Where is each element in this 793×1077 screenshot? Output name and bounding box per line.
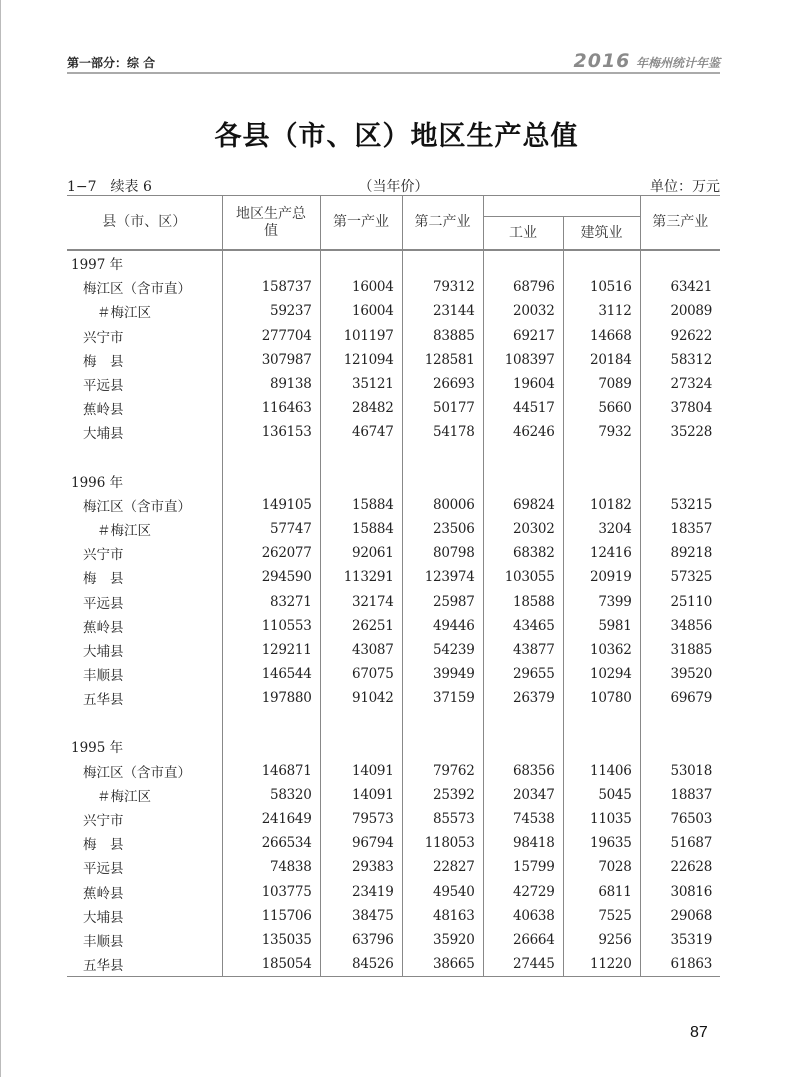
region-name: ＃梅江区 [97, 305, 151, 322]
gdp-value: 146871 [222, 759, 320, 783]
column-header-region: 县（市、区） [67, 196, 222, 251]
column-header-construction: 建筑业 [563, 217, 640, 251]
construction-value: 11035 [563, 807, 640, 831]
table-row [67, 928, 720, 952]
construction-value: 10780 [563, 686, 640, 710]
table-row [67, 517, 720, 541]
column-header-industry: 工业 [483, 217, 563, 251]
table-row [67, 855, 720, 879]
region-name: 丰顺县 [83, 668, 124, 685]
region-name: 梅 县 [83, 837, 124, 854]
construction-value: 20184 [563, 348, 640, 372]
gdp-value: 294590 [222, 565, 320, 589]
construction-value: 6811 [563, 880, 640, 904]
primary-value: 14091 [320, 759, 402, 783]
gdp-value: 262077 [222, 541, 320, 565]
primary-value: 121094 [320, 348, 402, 372]
tertiary-value: 63421 [640, 275, 720, 299]
industry-value: 69217 [483, 324, 563, 348]
construction-value: 7028 [563, 855, 640, 879]
primary-value: 67075 [320, 662, 402, 686]
unit-label: 单位：万元 [650, 179, 720, 195]
region-name: 大埔县 [83, 909, 124, 926]
secondary-value: 37159 [402, 686, 483, 710]
primary-value: 96794 [320, 831, 402, 855]
table-row [67, 299, 720, 323]
tertiary-value: 61863 [640, 952, 720, 977]
industry-value: 68356 [483, 759, 563, 783]
secondary-value: 123974 [402, 565, 483, 589]
region-name: 兴宁市 [83, 329, 124, 346]
empty-cell [222, 710, 320, 734]
table-row [67, 686, 720, 710]
primary-value: 91042 [320, 686, 402, 710]
primary-value: 46747 [320, 420, 402, 444]
tertiary-value: 29068 [640, 904, 720, 928]
primary-value: 32174 [320, 589, 402, 613]
table-row [67, 952, 720, 977]
running-header [67, 50, 720, 74]
empty-cell [483, 250, 563, 275]
page-title: 各县（市、区）地区生产总值 [214, 121, 579, 152]
industry-value: 27445 [483, 952, 563, 977]
secondary-value: 54239 [402, 638, 483, 662]
column-header-tertiary: 第三产业 [640, 196, 720, 251]
region-name: 梅 县 [83, 353, 124, 370]
price-basis: （当年价） [358, 179, 429, 195]
construction-value: 9256 [563, 928, 640, 952]
table-row [67, 589, 720, 613]
secondary-value: 49540 [402, 880, 483, 904]
empty-cell [67, 710, 222, 734]
empty-cell [640, 734, 720, 758]
column-header-secondary: 第二产业 [402, 196, 483, 251]
region-name: 梅江区（含市直） [83, 498, 191, 515]
empty-cell [483, 445, 563, 469]
region-name: 平远县 [83, 378, 124, 395]
empty-cell [320, 469, 402, 493]
year-row [67, 250, 720, 275]
gdp-value: 116463 [222, 396, 320, 420]
table-row [67, 324, 720, 348]
empty-cell [402, 469, 483, 493]
tertiary-value: 27324 [640, 372, 720, 396]
table-header [67, 196, 720, 251]
table-row [67, 420, 720, 444]
tertiary-value: 35319 [640, 928, 720, 952]
gdp-value: 307987 [222, 348, 320, 372]
construction-value: 10516 [563, 275, 640, 299]
tertiary-value: 25110 [640, 589, 720, 613]
industry-value: 26664 [483, 928, 563, 952]
primary-value: 79573 [320, 807, 402, 831]
empty-cell [640, 250, 720, 275]
industry-value: 20302 [483, 517, 563, 541]
secondary-value: 25392 [402, 783, 483, 807]
table-row [67, 880, 720, 904]
construction-value: 7399 [563, 589, 640, 613]
primary-value: 63796 [320, 928, 402, 952]
empty-cell [640, 710, 720, 734]
secondary-value: 48163 [402, 904, 483, 928]
empty-cell [402, 734, 483, 758]
table-row [67, 396, 720, 420]
region-name: 平远县 [83, 861, 124, 878]
gdp-value: 103775 [222, 880, 320, 904]
secondary-value: 85573 [402, 807, 483, 831]
construction-value: 11220 [563, 952, 640, 977]
construction-value: 10182 [563, 493, 640, 517]
secondary-value: 25987 [402, 589, 483, 613]
gdp-value: 266534 [222, 831, 320, 855]
industry-value: 29655 [483, 662, 563, 686]
tertiary-value: 57325 [640, 565, 720, 589]
table-row [67, 275, 720, 299]
table-row [67, 831, 720, 855]
tertiary-value: 53018 [640, 759, 720, 783]
region-name: 梅江区（含市直） [83, 281, 191, 298]
secondary-value: 79762 [402, 759, 483, 783]
region-name: 五华县 [67, 952, 222, 977]
secondary-value: 23506 [402, 517, 483, 541]
gdp-value: 83271 [222, 589, 320, 613]
table-row [67, 541, 720, 565]
industry-value: 68382 [483, 541, 563, 565]
primary-value: 23419 [320, 880, 402, 904]
gdp-value: 129211 [222, 638, 320, 662]
gdp-value: 277704 [222, 324, 320, 348]
tertiary-value: 53215 [640, 493, 720, 517]
secondary-value: 128581 [402, 348, 483, 372]
tertiary-value: 92622 [640, 324, 720, 348]
primary-value: 38475 [320, 904, 402, 928]
empty-cell [402, 710, 483, 734]
construction-value: 10362 [563, 638, 640, 662]
year-row [67, 734, 720, 758]
section-spacer [67, 445, 720, 469]
table-row [67, 565, 720, 589]
table-row [67, 372, 720, 396]
tertiary-value: 35228 [640, 420, 720, 444]
gdp-value: 149105 [222, 493, 320, 517]
construction-value: 7525 [563, 904, 640, 928]
region-name: 兴宁市 [83, 547, 124, 564]
tertiary-value: 18837 [640, 783, 720, 807]
construction-value: 19635 [563, 831, 640, 855]
secondary-value: 80006 [402, 493, 483, 517]
empty-cell [222, 445, 320, 469]
industry-value: 69824 [483, 493, 563, 517]
tertiary-value: 22628 [640, 855, 720, 879]
section-spacer [67, 710, 720, 734]
gdp-value: 197880 [222, 686, 320, 710]
region-name: 大埔县 [83, 426, 124, 443]
yearbook-name: 年梅州统计年鉴 [635, 56, 720, 70]
industry-value: 43465 [483, 614, 563, 638]
tertiary-value: 30816 [640, 880, 720, 904]
table-row [67, 614, 720, 638]
primary-value: 113291 [320, 565, 402, 589]
construction-value: 7932 [563, 420, 640, 444]
region-name: 五华县 [83, 692, 124, 709]
empty-cell [67, 445, 222, 469]
tertiary-value: 58312 [640, 348, 720, 372]
column-header-gdp [222, 196, 320, 251]
gdp-value: 59237 [222, 299, 320, 323]
primary-value: 101197 [320, 324, 402, 348]
construction-value: 3112 [563, 299, 640, 323]
empty-cell [222, 469, 320, 493]
region-name: 平远县 [83, 595, 124, 612]
tertiary-value: 51687 [640, 831, 720, 855]
empty-cell [320, 710, 402, 734]
tertiary-value: 31885 [640, 638, 720, 662]
empty-cell [483, 710, 563, 734]
primary-value: 29383 [320, 855, 402, 879]
empty-cell [563, 445, 640, 469]
year-row [67, 469, 720, 493]
industry-value: 20032 [483, 299, 563, 323]
secondary-value: 54178 [402, 420, 483, 444]
secondary-value: 38665 [402, 952, 483, 977]
tertiary-value: 37804 [640, 396, 720, 420]
industry-value: 20347 [483, 783, 563, 807]
construction-value: 5045 [563, 783, 640, 807]
region-name: 梅江区（含市直） [83, 764, 191, 781]
industry-value: 15799 [483, 855, 563, 879]
table-row [67, 662, 720, 686]
empty-cell [640, 469, 720, 493]
table-row [67, 493, 720, 517]
industry-value: 74538 [483, 807, 563, 831]
empty-cell [320, 445, 402, 469]
table-row [67, 638, 720, 662]
secondary-value: 80798 [402, 541, 483, 565]
yearbook-title [574, 50, 720, 72]
secondary-value: 35920 [402, 928, 483, 952]
region-name: 梅 县 [83, 571, 124, 588]
gdp-value: 146544 [222, 662, 320, 686]
industry-value: 44517 [483, 396, 563, 420]
gdp-value: 136153 [222, 420, 320, 444]
region-name: 蕉岭县 [83, 619, 124, 636]
secondary-value: 22827 [402, 855, 483, 879]
gdp-value: 115706 [222, 904, 320, 928]
table-caption [67, 176, 720, 194]
primary-value: 43087 [320, 638, 402, 662]
column-header-gdp-label: 地区生产总值 [236, 205, 306, 239]
secondary-value: 26693 [402, 372, 483, 396]
construction-value: 20919 [563, 565, 640, 589]
region-name: 大埔县 [83, 643, 124, 660]
gdp-value: 110553 [222, 614, 320, 638]
empty-cell [563, 469, 640, 493]
secondary-value: 83885 [402, 324, 483, 348]
industry-value: 98418 [483, 831, 563, 855]
industry-value: 108397 [483, 348, 563, 372]
construction-value: 14668 [563, 324, 640, 348]
tertiary-value: 18357 [640, 517, 720, 541]
yearbook-year: 2016 [573, 50, 631, 72]
industry-value: 46246 [483, 420, 563, 444]
gdp-value: 135035 [222, 928, 320, 952]
gdp-value: 57747 [222, 517, 320, 541]
page-number: 87 [690, 1024, 708, 1041]
industry-value: 18588 [483, 589, 563, 613]
construction-value: 12416 [563, 541, 640, 565]
table-row [67, 783, 720, 807]
gdp-value: 58320 [222, 783, 320, 807]
gdp-value: 185054 [222, 952, 320, 977]
empty-cell [563, 250, 640, 275]
page-edge [0, 0, 1, 1077]
tertiary-value: 20089 [640, 299, 720, 323]
region-name: 丰顺县 [83, 933, 124, 950]
industry-value: 103055 [483, 565, 563, 589]
gdp-table [67, 195, 720, 977]
primary-value: 28482 [320, 396, 402, 420]
empty-cell [222, 734, 320, 758]
primary-value: 26251 [320, 614, 402, 638]
empty-cell [320, 250, 402, 275]
empty-cell [483, 734, 563, 758]
tertiary-value: 89218 [640, 541, 720, 565]
empty-cell [640, 445, 720, 469]
section-label: 第一部分：综 合 [67, 56, 156, 70]
tertiary-value: 76503 [640, 807, 720, 831]
table-body [67, 250, 720, 977]
empty-cell [320, 734, 402, 758]
table-row [67, 904, 720, 928]
industry-value: 26379 [483, 686, 563, 710]
tertiary-value: 69679 [640, 686, 720, 710]
industry-value: 43877 [483, 638, 563, 662]
primary-value: 14091 [320, 783, 402, 807]
gdp-value: 89138 [222, 372, 320, 396]
industry-value: 68796 [483, 275, 563, 299]
secondary-value: 118053 [402, 831, 483, 855]
table-row [67, 759, 720, 783]
primary-value: 16004 [320, 299, 402, 323]
empty-cell [483, 469, 563, 493]
region-name: ＃梅江区 [97, 522, 151, 539]
primary-value: 35121 [320, 372, 402, 396]
empty-cell [563, 734, 640, 758]
industry-value: 42729 [483, 880, 563, 904]
construction-value: 3204 [563, 517, 640, 541]
tertiary-value: 34856 [640, 614, 720, 638]
region-name: 兴宁市 [83, 813, 124, 830]
region-name: 蕉岭县 [83, 885, 124, 902]
table-row [67, 348, 720, 372]
year-label: 1997 年 [71, 257, 124, 274]
empty-cell [402, 250, 483, 275]
empty-cell [563, 710, 640, 734]
construction-value: 11406 [563, 759, 640, 783]
secondary-value: 39949 [402, 662, 483, 686]
gdp-value: 241649 [222, 807, 320, 831]
region-name: 蕉岭县 [83, 402, 124, 419]
gdp-value: 158737 [222, 275, 320, 299]
construction-value: 10294 [563, 662, 640, 686]
industry-value: 40638 [483, 904, 563, 928]
table-number: 1−7 续表 6 [67, 179, 152, 195]
column-header-secondary-breakdown [483, 196, 640, 217]
industry-value: 19604 [483, 372, 563, 396]
table-row [67, 807, 720, 831]
secondary-value: 23144 [402, 299, 483, 323]
primary-value: 15884 [320, 517, 402, 541]
primary-value: 84526 [320, 952, 402, 977]
construction-value: 7089 [563, 372, 640, 396]
secondary-value: 49446 [402, 614, 483, 638]
primary-value: 15884 [320, 493, 402, 517]
construction-value: 5981 [563, 614, 640, 638]
tertiary-value: 39520 [640, 662, 720, 686]
construction-value: 5660 [563, 396, 640, 420]
primary-value: 92061 [320, 541, 402, 565]
secondary-value: 79312 [402, 275, 483, 299]
column-header-primary: 第一产业 [320, 196, 402, 251]
region-name: ＃梅江区 [97, 788, 151, 805]
primary-value: 16004 [320, 275, 402, 299]
year-label: 1996 年 [71, 474, 124, 491]
empty-cell [402, 445, 483, 469]
gdp-value: 74838 [222, 855, 320, 879]
year-label: 1995 年 [71, 740, 124, 757]
secondary-value: 50177 [402, 396, 483, 420]
empty-cell [222, 250, 320, 275]
